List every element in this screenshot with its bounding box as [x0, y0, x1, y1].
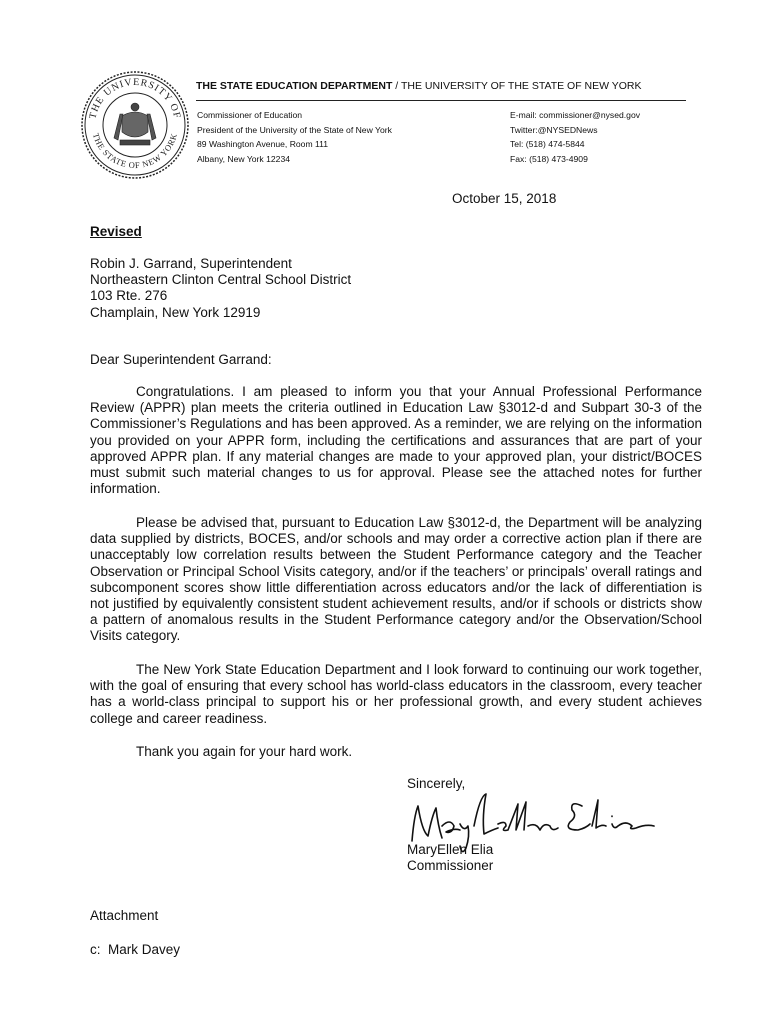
body-paragraph-2: Please be advised that, pursuant to Education Law §3012-d, the Department will be analyzing data supplied by districts, BOCES, and/or schools and may order a corrective action plan if there are unacceptably low correlation results between the Student Performance category and the Teacher Observation or Principal School Visits category, and/or if the teachers’ or principals’ overall ratings and subcomponent scores show little differentiation across educators and/or the lack of differentiation is not justified by equivalently consistent student achievement results, and/or if schools or districts show a pattern of anomalous results in the Student Performance category and/or the Observation/School Visits category. [90, 515, 702, 644]
recipient-line: Northeastern Clinton Central School District [90, 272, 352, 288]
department-name: THE STATE EDUCATION DEPARTMENT [196, 80, 393, 92]
recipient-line: Champlain, New York 12919 [90, 304, 261, 320]
salutation: Dear Superintendent Garrand: [90, 352, 272, 367]
address-line: President of the University of the State of New York [197, 124, 392, 135]
signer-title: Commissioner [407, 858, 494, 874]
recipient-line: 103 Rte. 276 [90, 288, 168, 304]
attachment-label: Attachment [90, 908, 159, 923]
commissioner-address-block [197, 108, 392, 166]
body-paragraph-1: Congratulations. I am pleased to inform you that your Annual Professional Performance Review (APPR) plan meets the criteria outlined in Education Law §3012-d and Subpart 30-3 of the Commissioner’s Regulations and has been approved. As a reminder, we are relying on the information you provided on your APPR form, including the certifications and assurances that are part of your approved APPR plan. If any material changes are made to your approved plan, your district/BOCES must submit such material changes to us for approval. Please see the attached notes for further information. [90, 384, 702, 497]
department-heading [196, 80, 642, 92]
body-paragraph-4: Thank you again for your hard work. [136, 744, 353, 759]
body-paragraph-3: The New York State Education Department and I look forward to continuing our work together, with the goal of ensuring that every school has world-class educators in the classroom, every teacher has a world-class principal to support his or her professional growth, and every student achieves college and career readiness. [90, 662, 702, 726]
address-line: Albany, New York 12234 [197, 153, 291, 164]
recipient-address [90, 256, 702, 321]
signer-block [407, 842, 493, 874]
revised-label: Revised [90, 224, 142, 239]
signer-name: MaryEllen Elia [407, 842, 494, 857]
nys-seal-icon [80, 70, 190, 180]
contact-info-block [510, 108, 640, 166]
fax-line: Fax: (518) 473-4909 [510, 153, 588, 164]
cc-line: c: Mark Davey [90, 942, 181, 957]
recipient-line: Robin J. Garrand, Superintendent [90, 256, 292, 271]
twitter-line: Twitter:@NYSEDNews [510, 124, 598, 135]
letter-date: October 15, 2018 [452, 191, 557, 206]
university-name: / THE UNIVERSITY OF THE STATE OF NEW YORK [392, 80, 642, 92]
seal-text-bottom: THE STATE OF NEW YORK [90, 131, 180, 171]
seal-text-top: THE UNIVERSITY OF [87, 76, 183, 120]
header-divider [196, 100, 686, 101]
address-line: 89 Washington Avenue, Room 111 [197, 139, 329, 149]
email-line: E-mail: commissioner@nysed.gov [510, 110, 641, 120]
address-line: Commissioner of Education [197, 110, 303, 120]
phone-line: Tel: (518) 474-5844 [510, 139, 585, 149]
closing: Sincerely, [407, 776, 466, 791]
